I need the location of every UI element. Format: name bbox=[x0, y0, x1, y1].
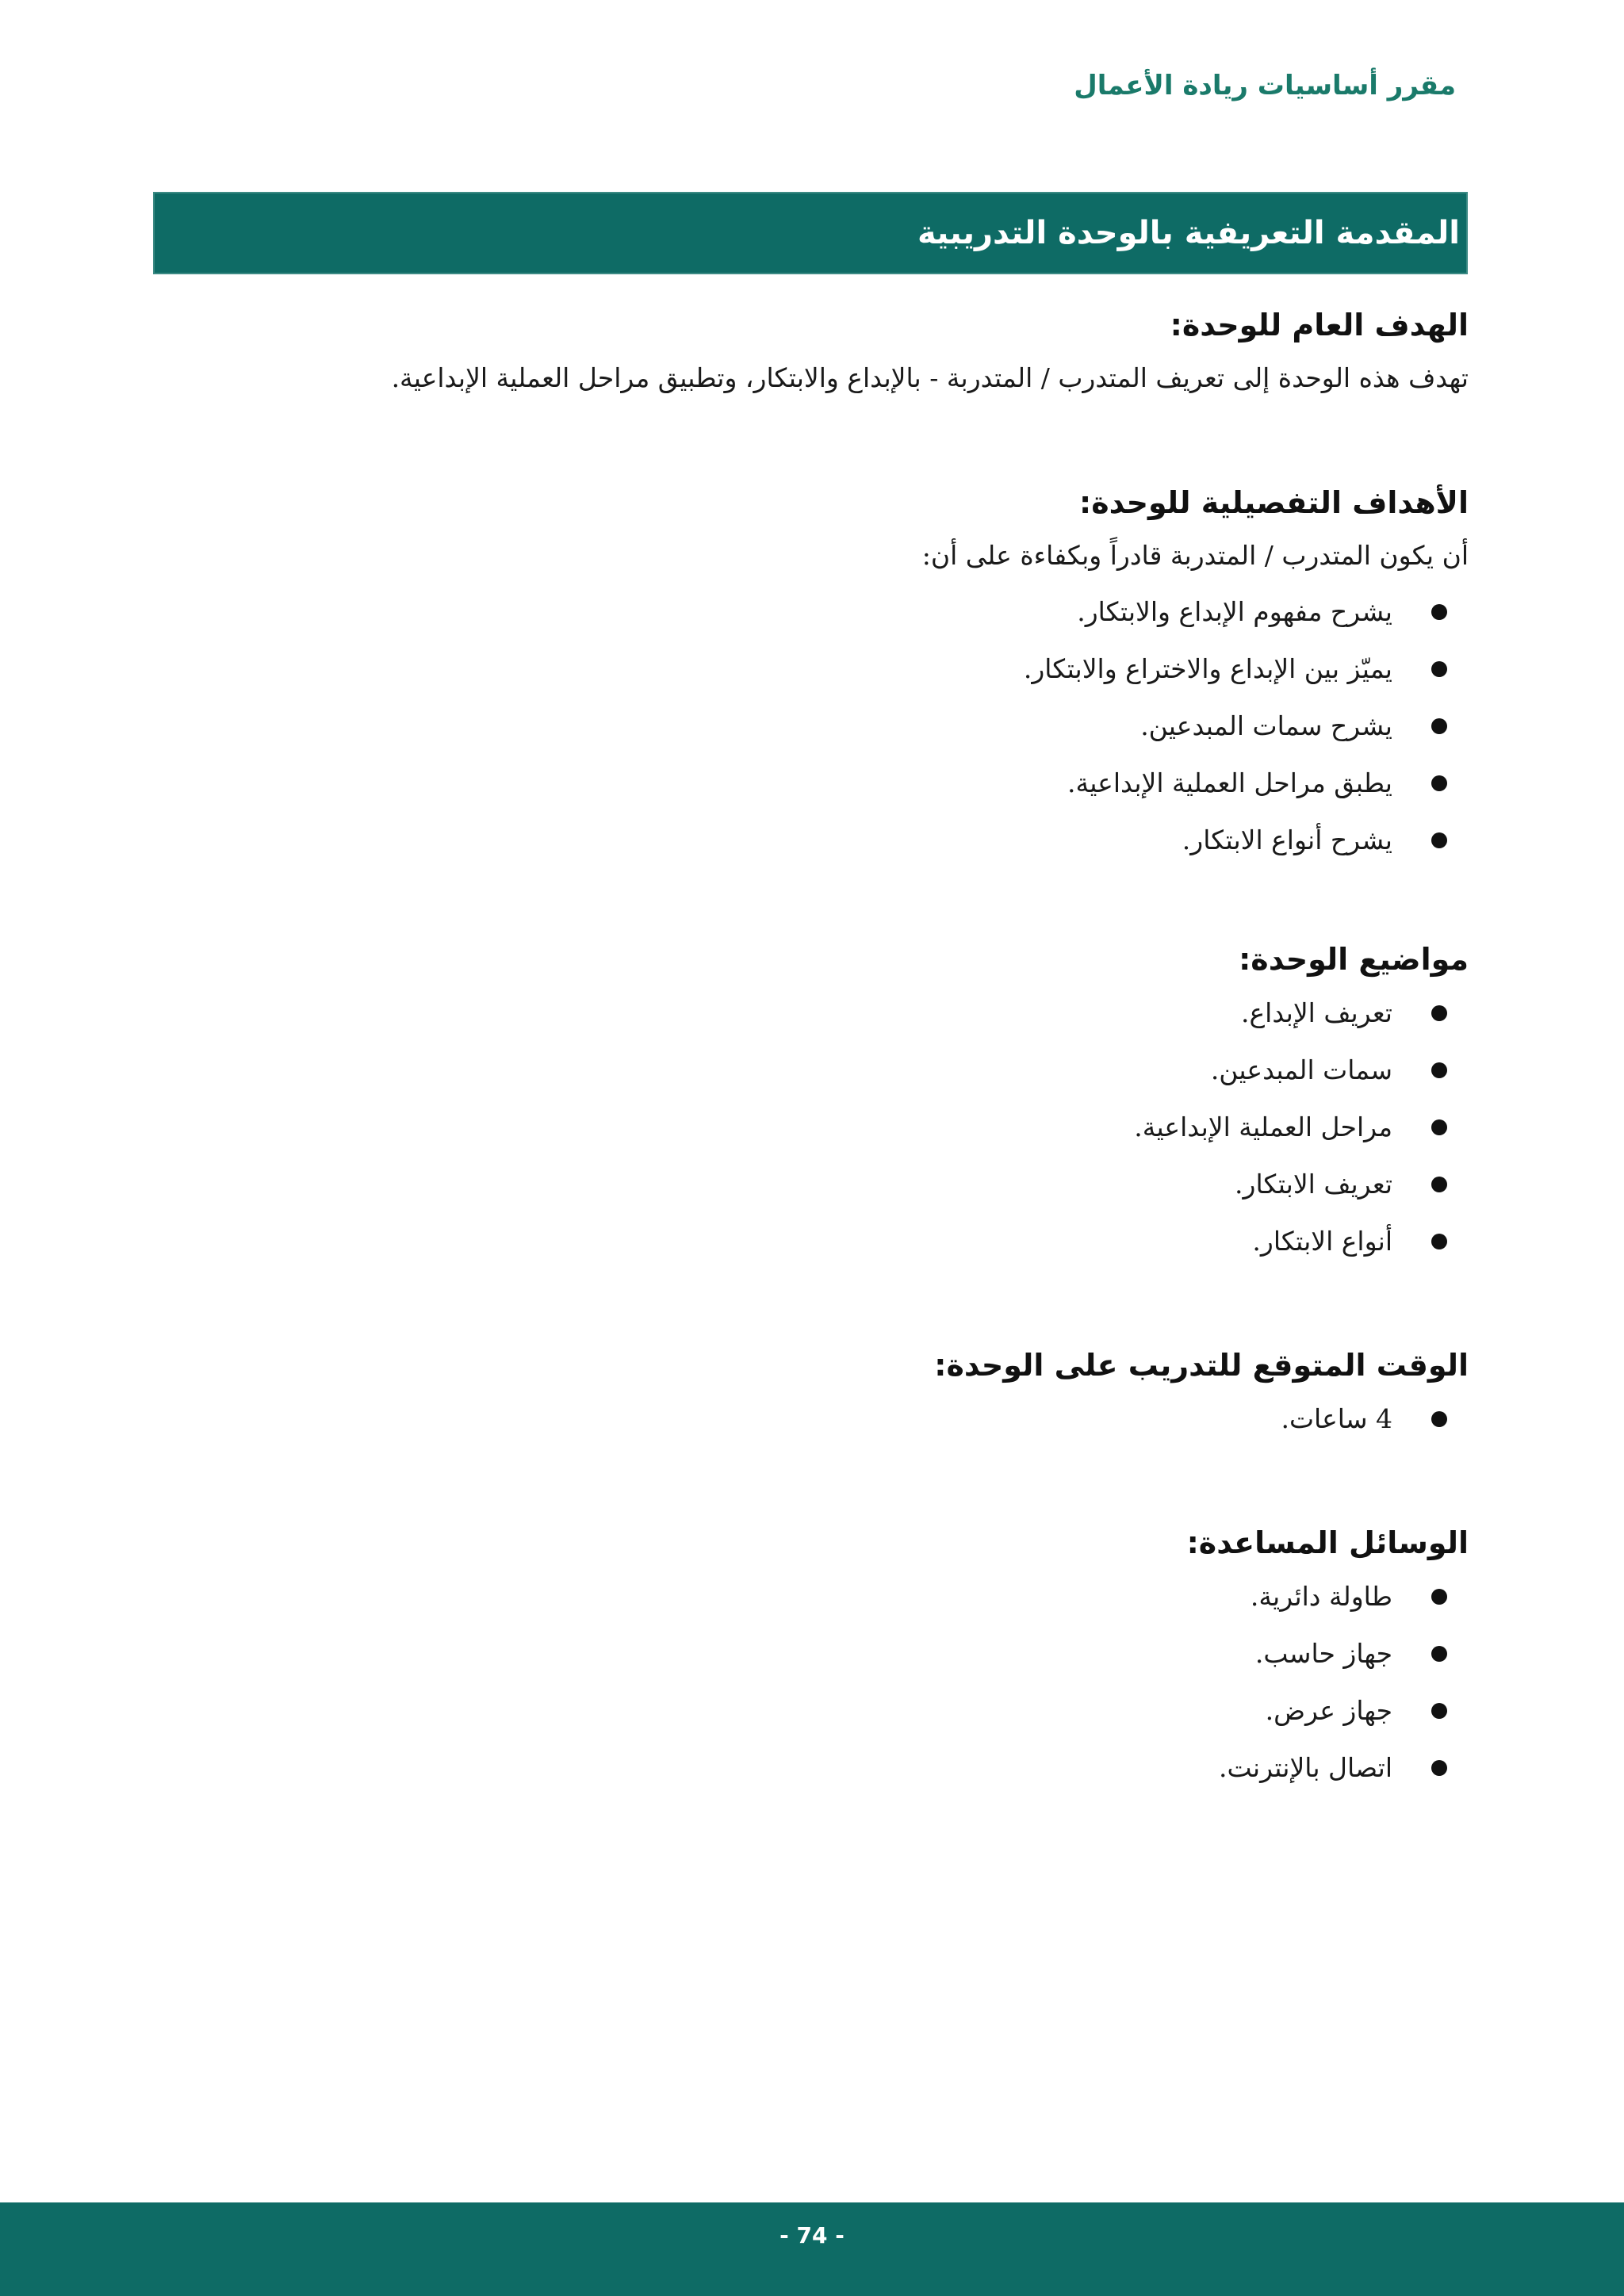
list-item-text: جهاز عرض. bbox=[1265, 1695, 1392, 1726]
list-item-text: تعريف الإبداع. bbox=[1241, 997, 1392, 1028]
bullet-icon bbox=[1431, 661, 1447, 677]
list-item-text: تعريف الابتكار. bbox=[1235, 1169, 1392, 1200]
list-item-text: يشرح مفهوم الإبداع والابتكار. bbox=[1077, 596, 1392, 627]
list-item bbox=[152, 985, 1469, 1042]
unit-title-bar bbox=[153, 192, 1468, 274]
bullet-icon bbox=[1431, 1760, 1447, 1776]
list-item bbox=[152, 755, 1469, 812]
aids-heading: الوسائل المساعدة: bbox=[1186, 1525, 1469, 1560]
footer-bar bbox=[0, 2202, 1624, 2296]
bullet-icon bbox=[1431, 1411, 1447, 1427]
list-item bbox=[152, 1739, 1469, 1797]
bullet-icon bbox=[1431, 1177, 1447, 1192]
list-item-text: يميّز بين الإبداع والاختراع والابتكار. bbox=[1023, 653, 1392, 684]
expected-time-list bbox=[152, 1391, 1469, 1448]
general-goal-heading: الهدف العام للوحدة: bbox=[1170, 308, 1469, 342]
bullet-icon bbox=[1431, 1234, 1447, 1249]
list-item bbox=[152, 1625, 1469, 1682]
topics-section bbox=[152, 934, 1469, 1270]
list-item bbox=[152, 1099, 1469, 1156]
list-item-text: 4 ساعات. bbox=[1281, 1403, 1392, 1434]
list-item-text: يشرح أنواع الابتكار. bbox=[1182, 825, 1392, 855]
list-item bbox=[152, 1391, 1469, 1448]
list-item-text: يشرح سمات المبدعين. bbox=[1140, 710, 1392, 741]
aids-list bbox=[152, 1568, 1469, 1797]
list-item-text: جهاز حاسب. bbox=[1254, 1638, 1392, 1669]
list-item bbox=[152, 641, 1469, 698]
bullet-icon bbox=[1431, 1062, 1447, 1078]
bullet-icon bbox=[1431, 832, 1447, 848]
bullet-icon bbox=[1431, 1119, 1447, 1135]
expected-time-heading: الوقت المتوقع للتدريب على الوحدة: bbox=[934, 1348, 1469, 1383]
bullet-icon bbox=[1431, 1703, 1447, 1719]
detailed-goals-list bbox=[152, 584, 1469, 869]
list-item bbox=[152, 1213, 1469, 1270]
topics-heading: مواضيع الوحدة: bbox=[1239, 942, 1469, 977]
bullet-icon bbox=[1431, 718, 1447, 734]
expected-time-section bbox=[152, 1340, 1469, 1448]
list-item-text: أنواع الابتكار. bbox=[1252, 1226, 1392, 1257]
list-item-text: يطبق مراحل العملية الإبداعية. bbox=[1067, 767, 1392, 798]
page-number: - 74 - bbox=[779, 2221, 845, 2248]
course-header-title: مقرر أساسيات ريادة الأعمال bbox=[1074, 70, 1456, 101]
general-goal-section bbox=[152, 300, 1469, 406]
list-item-text: مراحل العملية الإبداعية. bbox=[1134, 1112, 1392, 1142]
detailed-goals-intro: أن يكون المتدرب / المتدربة قادراً وبكفاءة على أن: bbox=[921, 540, 1469, 571]
topics-list bbox=[152, 985, 1469, 1270]
list-item bbox=[152, 1156, 1469, 1213]
bullet-icon bbox=[1431, 1589, 1447, 1605]
list-item bbox=[152, 698, 1469, 755]
list-item-text: طاولة دائرية. bbox=[1250, 1581, 1392, 1612]
bullet-icon bbox=[1431, 1005, 1447, 1021]
list-item bbox=[152, 1568, 1469, 1625]
list-item bbox=[152, 1042, 1469, 1099]
detailed-goals-heading: الأهداف التفصيلية للوحدة: bbox=[1079, 485, 1469, 520]
general-goal-text: تهدف هذه الوحدة إلى تعريف المتدرب / المتدربة - بالإبداع والابتكار، وتطبيق مراحل العملية الإبداعية. bbox=[391, 362, 1469, 393]
bullet-icon bbox=[1431, 775, 1447, 791]
detailed-goals-section bbox=[152, 477, 1469, 869]
list-item-text: سمات المبدعين. bbox=[1210, 1054, 1392, 1085]
bullet-icon bbox=[1431, 1646, 1447, 1662]
unit-title-text: المقدمة التعريفية بالوحدة التدريبية bbox=[917, 215, 1460, 251]
list-item-text: اتصال بالإنترنت. bbox=[1219, 1752, 1392, 1783]
aids-section bbox=[152, 1517, 1469, 1797]
list-item bbox=[152, 1682, 1469, 1739]
list-item bbox=[152, 584, 1469, 641]
list-item bbox=[152, 812, 1469, 869]
unit-content bbox=[152, 300, 1469, 1797]
bullet-icon bbox=[1431, 604, 1447, 620]
